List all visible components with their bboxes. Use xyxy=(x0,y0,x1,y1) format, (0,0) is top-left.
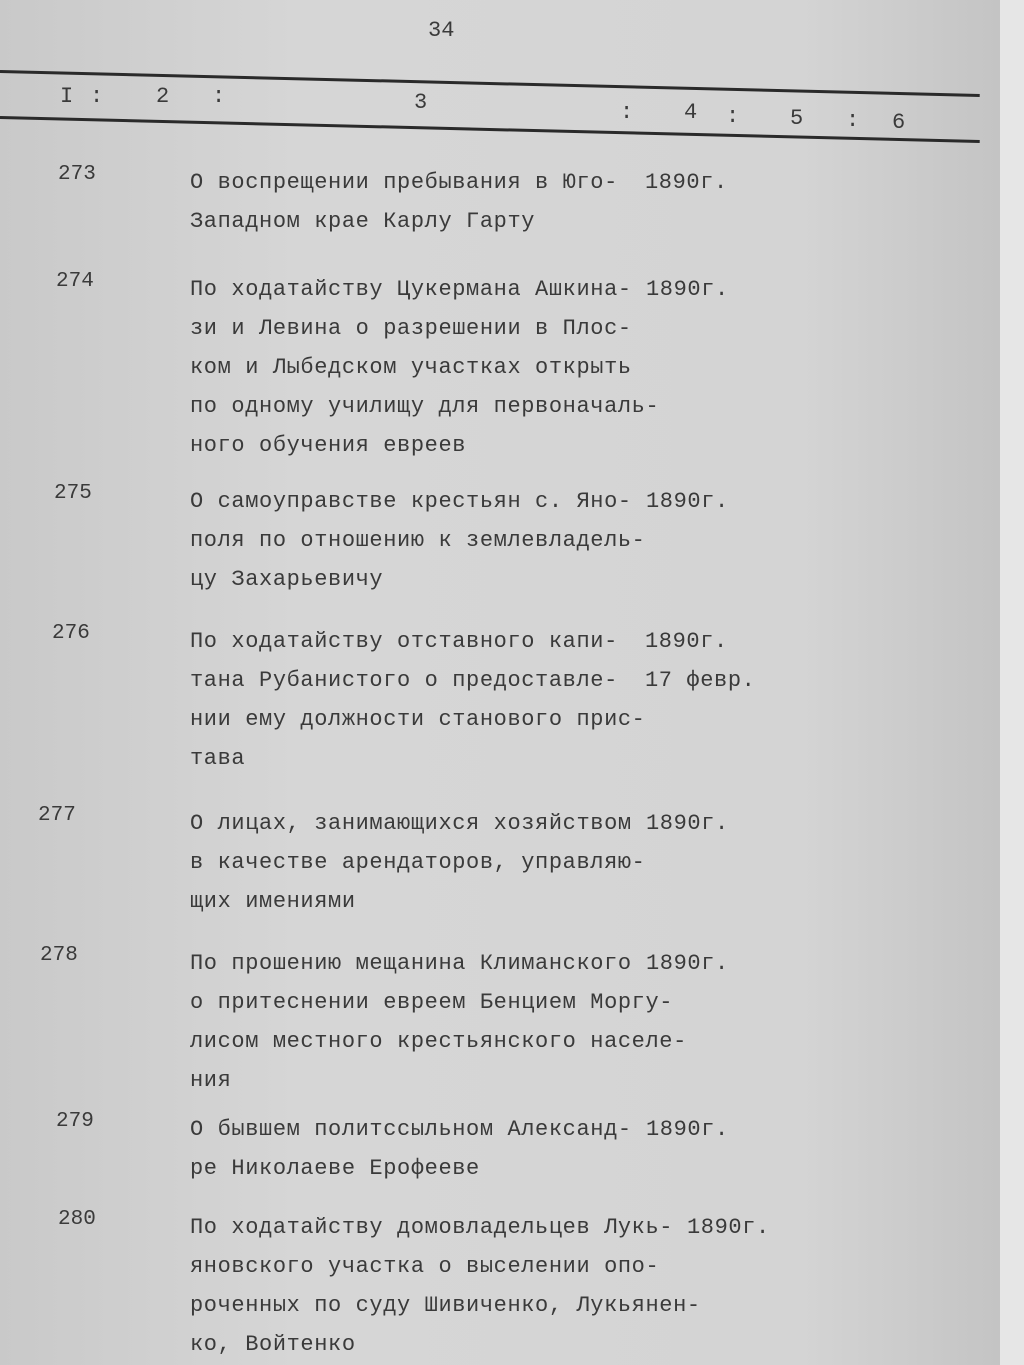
description-line: ко, Войтенко xyxy=(190,1332,356,1357)
date-line: 1890г. xyxy=(687,1215,770,1240)
description-line: о притеснении евреем Бенцием Моргу- xyxy=(190,990,674,1015)
description-line: О бывшем политссыльном Александ- xyxy=(190,1117,632,1142)
description-line: в качестве арендаторов, управляю- xyxy=(190,850,646,875)
separator: : xyxy=(212,84,226,109)
entry-date xyxy=(645,163,728,202)
date-line: 1890г. xyxy=(646,277,729,302)
separator: : xyxy=(90,84,104,109)
description-line: роченных по суду Шивиченко, Лукьянен- xyxy=(190,1293,701,1318)
column-4: 4 xyxy=(684,100,698,125)
description-line: ре Николаеве Ерофееве xyxy=(190,1156,480,1181)
entry-number: 279 xyxy=(56,1110,94,1133)
entry-date xyxy=(646,944,729,983)
description-line: О самоуправстве крестьян с. Яно- xyxy=(190,489,632,514)
description-line: По ходатайству домовладельцев Лукь- xyxy=(190,1215,674,1240)
entry-number: 277 xyxy=(38,804,76,827)
date-line: 1890г. xyxy=(645,629,728,654)
description-line: лисом местного крестьянского населе- xyxy=(190,1029,687,1054)
separator: : xyxy=(846,108,860,133)
entry-description xyxy=(190,482,645,599)
entry-number: 276 xyxy=(52,622,90,645)
separator: : xyxy=(620,100,634,125)
entry-description xyxy=(190,270,659,465)
entry-description xyxy=(190,944,687,1100)
entry-date xyxy=(645,622,755,700)
page-number: 34 xyxy=(428,18,455,43)
date-line: 1890г. xyxy=(646,1117,729,1142)
column-6: 6 xyxy=(892,110,906,135)
description-line: тава xyxy=(190,746,246,771)
entry-description xyxy=(190,622,645,778)
description-line: ком и Лыбедском участках открыть xyxy=(190,355,632,380)
entry-number: 274 xyxy=(56,270,94,293)
date-line: 1890г. xyxy=(646,811,729,836)
entry-description xyxy=(190,163,618,241)
description-line: По прошению мещанина Климанского xyxy=(190,951,632,976)
description-line: ного обучения евреев xyxy=(190,433,467,458)
entry-description xyxy=(190,804,645,921)
description-line: поля по отношению к землевладель- xyxy=(190,528,646,553)
entry-date xyxy=(646,804,729,843)
entry-date xyxy=(646,482,729,521)
entry-number: 275 xyxy=(54,482,92,505)
description-line: яновского участка о выселении опо- xyxy=(190,1254,660,1279)
description-line: цу Захарьевичу xyxy=(190,567,384,592)
separator: : xyxy=(726,104,740,129)
description-line: ния xyxy=(190,1068,232,1093)
description-line: зи и Левина о разрешении в Плос- xyxy=(190,316,632,341)
entry-number: 278 xyxy=(40,944,78,967)
column-5: 5 xyxy=(790,106,804,131)
date-line: 1890г. xyxy=(646,489,729,514)
description-line: щих имениями xyxy=(190,889,356,914)
date-line: 17 февр. xyxy=(645,668,756,693)
description-line: тана Рубанистого о предоставле- xyxy=(190,668,618,693)
date-line: 1890г. xyxy=(646,951,729,976)
entry-number: 280 xyxy=(58,1208,96,1231)
entry-description xyxy=(190,1110,632,1188)
description-line: Западном крае Карлу Гарту xyxy=(190,209,536,234)
date-line: 1890г. xyxy=(645,170,728,195)
entry-date xyxy=(687,1208,770,1247)
column-1: I xyxy=(60,84,74,109)
entry-date xyxy=(646,270,729,309)
description-line: О воспрещении пребывания в Юго- xyxy=(190,170,618,195)
description-line: О лицах, занимающихся хозяйством xyxy=(190,811,632,836)
entry-number: 273 xyxy=(58,163,96,186)
entry-date xyxy=(646,1110,729,1149)
description-line: нии ему должности станового прис- xyxy=(190,707,646,732)
entry-description xyxy=(190,1208,701,1364)
description-line: По ходатайству Цукермана Ашкина- xyxy=(190,277,632,302)
description-line: по одному училищу для первоначаль- xyxy=(190,394,660,419)
column-3: 3 xyxy=(414,90,428,115)
description-line: По ходатайству отставного капи- xyxy=(190,629,618,654)
column-2: 2 xyxy=(156,84,170,109)
page-edge xyxy=(1000,0,1024,1365)
